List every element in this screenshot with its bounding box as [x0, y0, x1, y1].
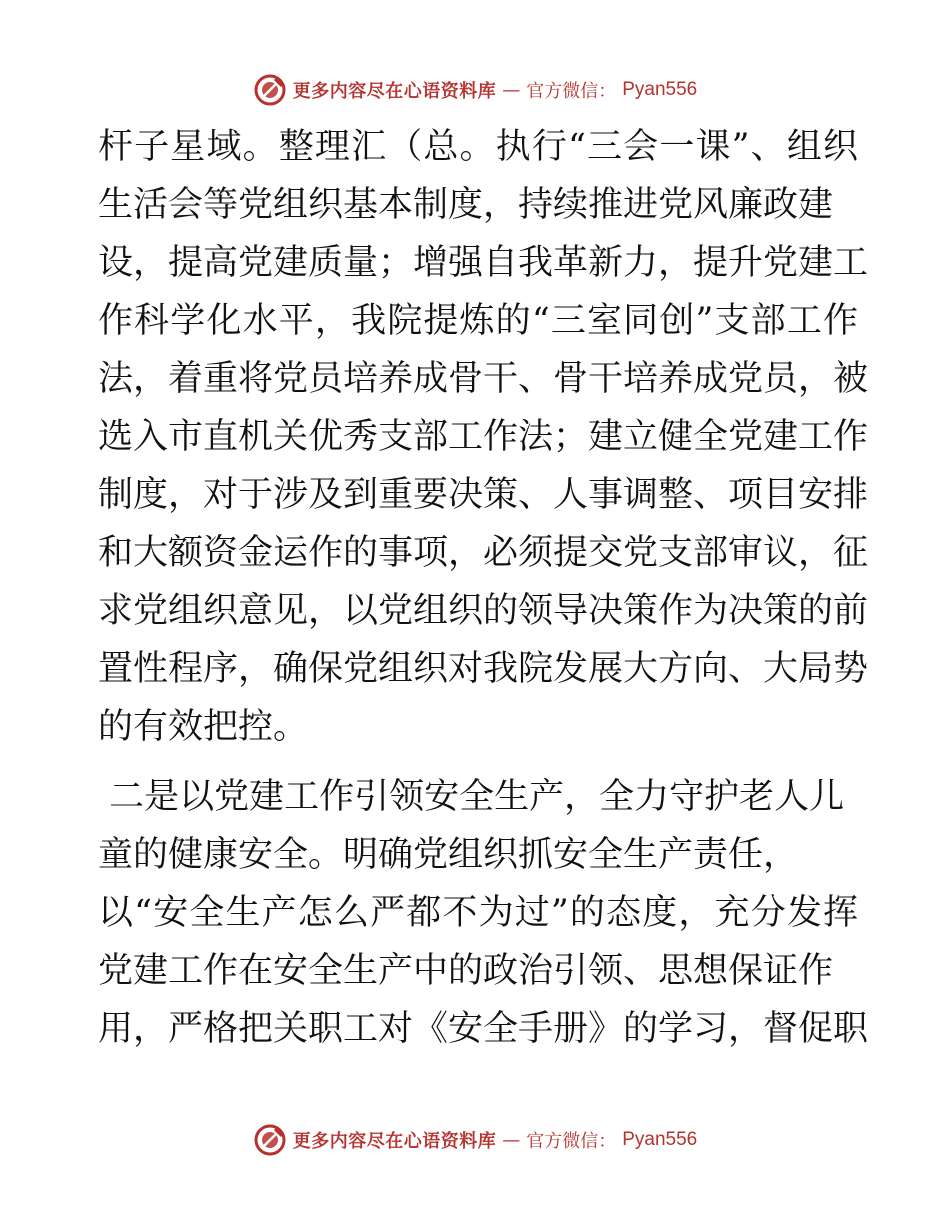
text-line: 杆子星域。整理汇（总。执行“三会一课”、组织	[98, 127, 858, 167]
text-line: 求党组织意见，以党组织的领导决策作为决策的前	[98, 591, 869, 631]
text-line: 作科学化水平，我院提炼的“三室同创”支部工作	[98, 301, 858, 341]
paragraph-1	[98, 118, 869, 756]
text-line: 用，严格把关职工对《安全手册》的学习，督促职	[98, 1009, 869, 1049]
text-line: 选入市直机关优秀支部工作法；建立健全党建工作	[98, 417, 869, 457]
text-line: 党建工作在安全生产中的政治引领、思想保证作	[98, 951, 834, 991]
text-line: 童的健康安全。明确党组织抓安全生产责任，	[98, 835, 799, 875]
text-line: 的有效把控。	[98, 707, 309, 747]
banner-dash: —	[502, 79, 521, 101]
seal-logo-icon	[253, 1123, 287, 1157]
text-line: 置性程序，确保党组织对我院发展大方向、大局势	[98, 649, 869, 689]
header-watermark-banner	[0, 70, 950, 110]
banner-dash: —	[502, 1129, 521, 1151]
seal-logo-icon	[253, 73, 287, 107]
footer-watermark-banner	[0, 1120, 950, 1160]
banner-brand-text: 更多内容尽在心语资料库	[292, 81, 497, 102]
banner-brand-text: 更多内容尽在心语资料库	[292, 1131, 497, 1152]
paragraph-2	[98, 768, 869, 1058]
text-line: 制度，对于涉及到重要决策、人事调整、项目安排	[98, 475, 869, 515]
text-line: 以“安全生产怎么严都不为过”的态度，充分发挥	[98, 893, 858, 933]
text-line: 二是以党建工作引领安全生产，全力守护老人儿	[98, 777, 845, 817]
text-line: 设，提高党建质量；增强自我革新力，提升党建工	[98, 243, 869, 283]
text-line: 和大额资金运作的事项，必须提交党支部审议，征	[98, 533, 869, 573]
banner-wechat-id: Pyan556	[622, 79, 698, 100]
text-line: 生活会等党组织基本制度，持续推进党风廉政建	[98, 185, 834, 225]
banner-wechat-label: 官方微信：	[526, 81, 617, 102]
banner-wechat-label: 官方微信：	[526, 1131, 617, 1152]
text-line: 法，着重将党员培养成骨干、骨干培养成党员，被	[98, 359, 869, 399]
document-body	[98, 118, 869, 1058]
banner-wechat-id: Pyan556	[622, 1129, 698, 1150]
